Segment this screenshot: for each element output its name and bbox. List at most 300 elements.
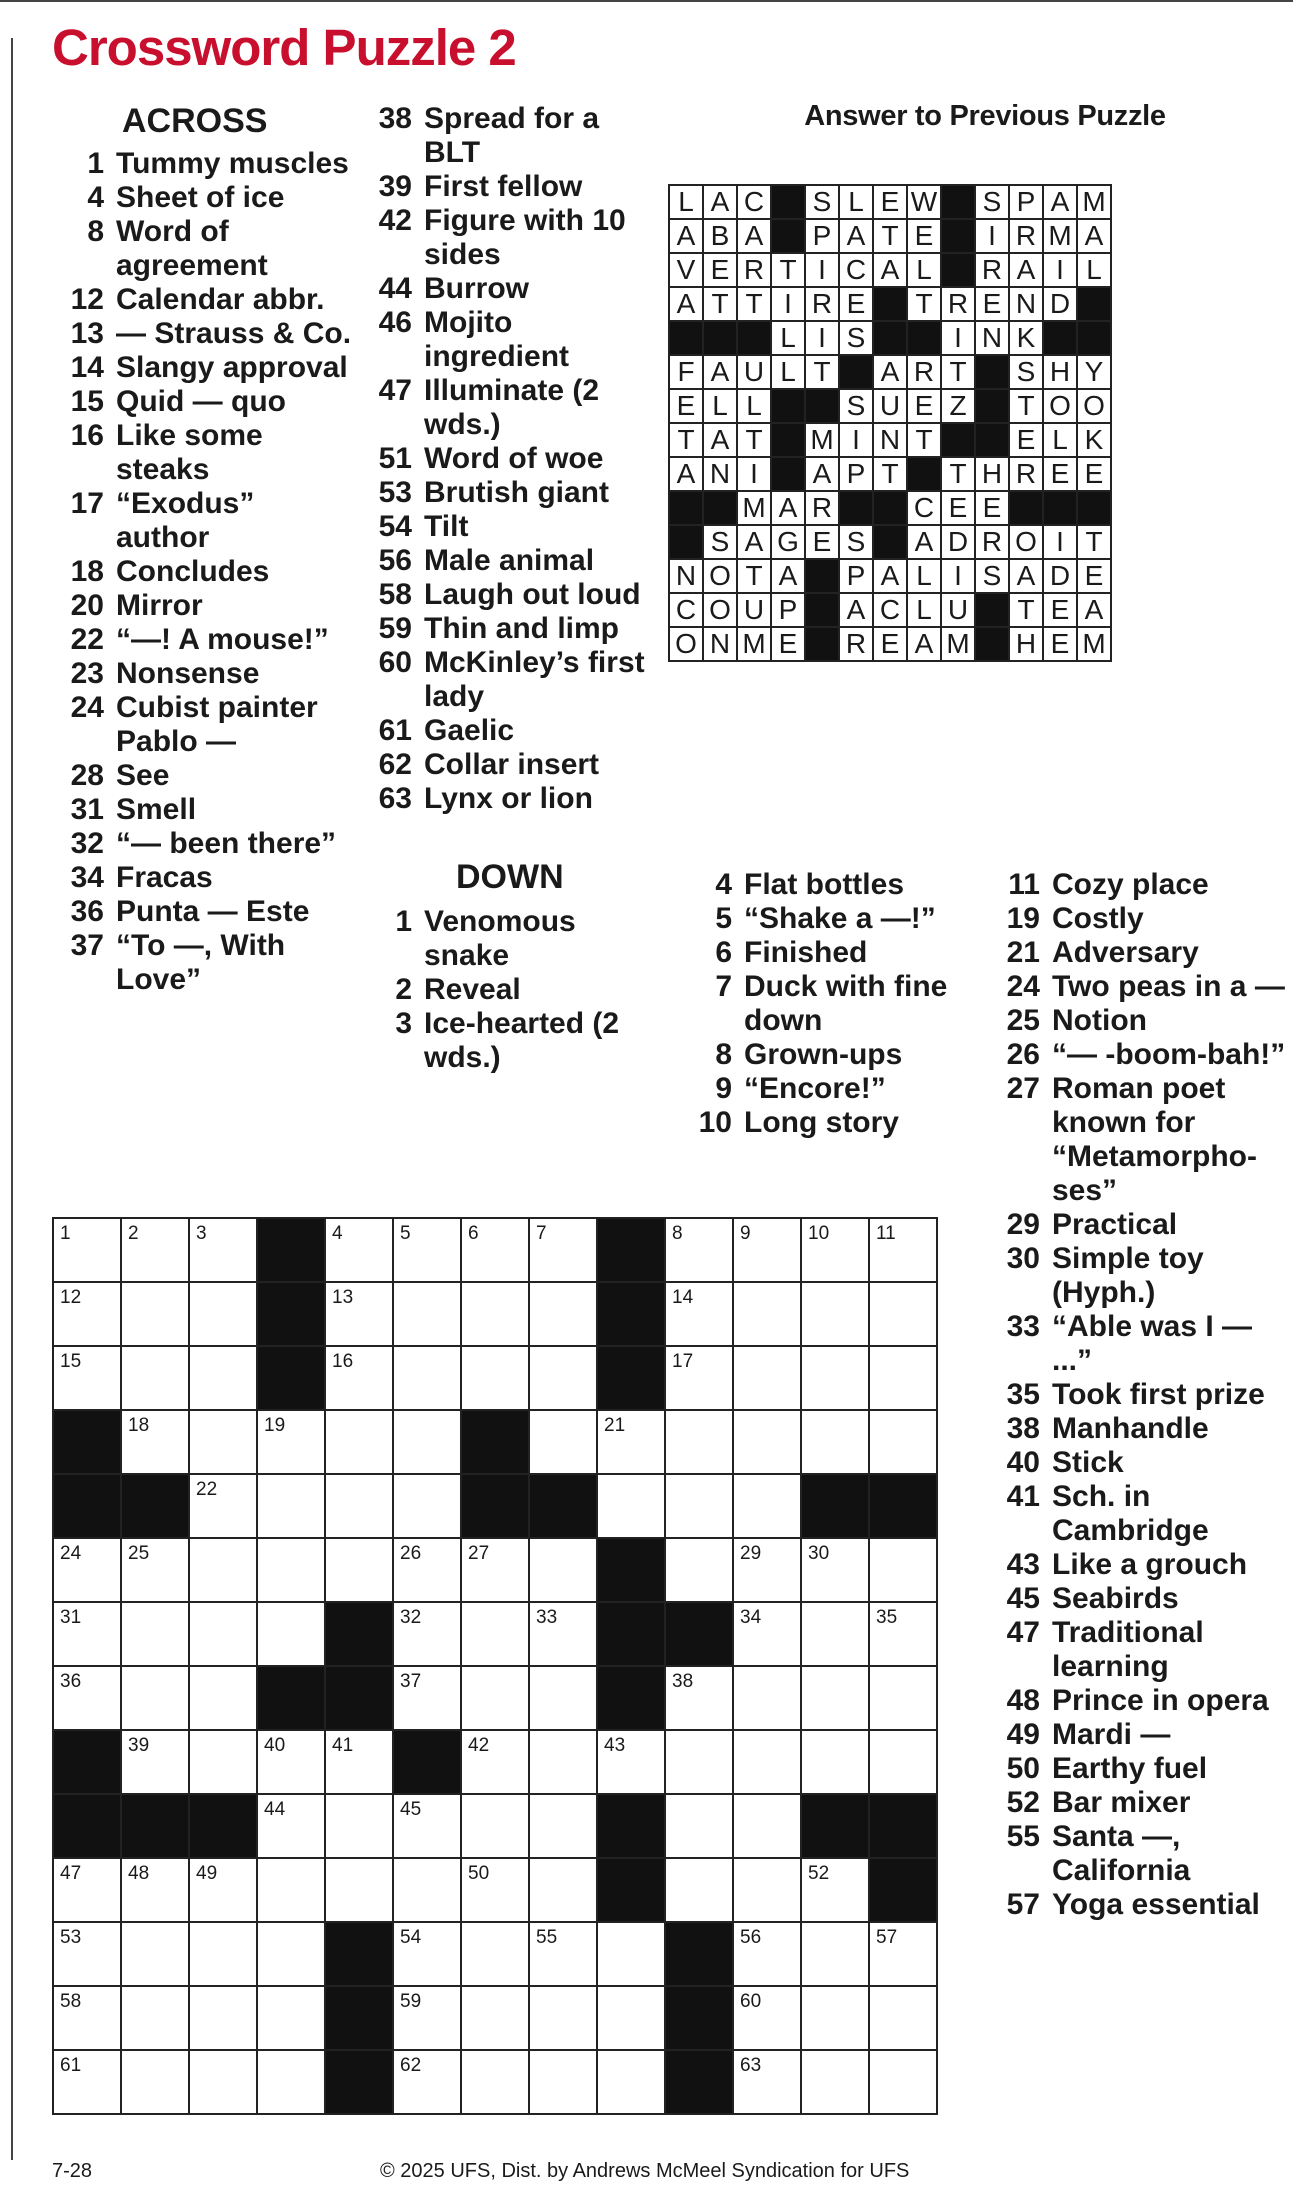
answer-cell: E — [975, 287, 1009, 321]
clue-number: 57 — [1006, 1888, 1040, 1921]
puzzle-cell[interactable] — [121, 1730, 189, 1794]
clue-item — [370, 306, 650, 374]
puzzle-cell[interactable] — [325, 1730, 393, 1794]
puzzle-cell[interactable] — [733, 2050, 801, 2114]
puzzle-cell[interactable] — [597, 1730, 665, 1794]
top-rule — [0, 0, 1293, 2]
clue-item — [998, 1072, 1288, 1208]
clue-text: Grown-ups — [744, 1038, 903, 1071]
puzzle-black-square — [665, 2050, 733, 2114]
answer-cell: N — [703, 457, 737, 491]
clue-number: 56 — [378, 544, 412, 577]
puzzle-cell[interactable] — [393, 1922, 461, 1986]
puzzle-cell[interactable] — [869, 1282, 937, 1346]
cell-number: 59 — [400, 1991, 422, 2012]
clue-item — [998, 1616, 1288, 1684]
clue-text: Earthy fuel — [1052, 1752, 1208, 1785]
puzzle-cell[interactable] — [733, 1474, 801, 1538]
clue-number: 29 — [1006, 1208, 1040, 1241]
puzzle-cell[interactable] — [529, 1538, 597, 1602]
clue-number: 5 — [715, 902, 732, 935]
puzzle-cell[interactable] — [189, 1410, 257, 1474]
clue-item — [998, 1548, 1288, 1582]
puzzle-cell[interactable] — [53, 1922, 121, 1986]
puzzle-cell[interactable] — [325, 1410, 393, 1474]
clue-text: Traditional learning — [1052, 1616, 1204, 1683]
answer-cell: T — [805, 355, 839, 389]
puzzle-cell[interactable] — [393, 1538, 461, 1602]
puzzle-cell[interactable] — [461, 2050, 529, 2114]
puzzle-cell[interactable] — [461, 1218, 529, 1282]
answer-cell: T — [737, 423, 771, 457]
puzzle-cell[interactable] — [121, 1346, 189, 1410]
clue-text: Mirror — [116, 588, 203, 622]
puzzle-cell[interactable] — [529, 1794, 597, 1858]
answer-cell: I — [805, 321, 839, 355]
clue-item — [998, 1582, 1288, 1616]
puzzle-cell[interactable] — [869, 1922, 937, 1986]
clue-item — [370, 782, 650, 816]
clue-item — [690, 902, 990, 936]
puzzle-cell[interactable] — [529, 1602, 597, 1666]
clue-item — [62, 759, 352, 793]
puzzle-black-square — [665, 1986, 733, 2050]
answer-cell: O — [1009, 525, 1043, 559]
cell-number: 13 — [332, 1287, 354, 1308]
puzzle-cell[interactable] — [393, 1410, 461, 1474]
puzzle-cell[interactable] — [597, 1986, 665, 2050]
puzzle-cell[interactable] — [189, 1858, 257, 1922]
clue-text: Cubist painter Pablo — — [116, 690, 318, 758]
answer-black-square — [941, 423, 975, 457]
puzzle-cell[interactable] — [53, 1986, 121, 2050]
puzzle-cell[interactable] — [53, 1602, 121, 1666]
answer-cell: A — [703, 185, 737, 219]
clue-text: Cozy place — [1052, 868, 1209, 901]
puzzle-cell[interactable] — [665, 1410, 733, 1474]
puzzle-cell[interactable] — [121, 1986, 189, 2050]
puzzle-cell[interactable] — [801, 1858, 869, 1922]
clue-text: Like some steaks — [116, 418, 263, 486]
answer-black-square — [771, 389, 805, 423]
clue-text: Illuminate (2 wds.) — [424, 374, 600, 441]
puzzle-cell[interactable] — [461, 1922, 529, 1986]
answer-cell: A — [873, 253, 907, 287]
puzzle-cell[interactable] — [461, 1794, 529, 1858]
answer-black-square — [737, 321, 771, 355]
puzzle-cell[interactable] — [665, 1218, 733, 1282]
clue-text: Took first prize — [1052, 1378, 1265, 1411]
puzzle-cell[interactable] — [801, 1218, 869, 1282]
puzzle-cell[interactable] — [461, 1858, 529, 1922]
clue-item — [62, 317, 352, 351]
clue-number: 62 — [378, 748, 412, 781]
puzzle-cell[interactable] — [801, 1666, 869, 1730]
puzzle-cell[interactable] — [257, 1986, 325, 2050]
puzzle-cell[interactable] — [665, 1346, 733, 1410]
puzzle-cell[interactable] — [325, 1474, 393, 1538]
puzzle-cell[interactable] — [189, 1282, 257, 1346]
puzzle-cell[interactable] — [393, 1474, 461, 1538]
clue-text: Practical — [1052, 1208, 1178, 1241]
puzzle-cell[interactable] — [121, 1410, 189, 1474]
clue-number: 51 — [378, 442, 412, 475]
puzzle-cell[interactable] — [529, 1922, 597, 1986]
answer-cell: P — [839, 559, 873, 593]
clue-text: Fracas — [116, 860, 213, 894]
answer-cell: I — [941, 321, 975, 355]
answer-cell: C — [873, 593, 907, 627]
answer-cell: A — [737, 219, 771, 253]
puzzle-cell[interactable] — [529, 1730, 597, 1794]
clue-text: “—! A mouse!” — [116, 622, 329, 656]
clue-number: 2 — [395, 972, 412, 1006]
answer-black-square — [941, 219, 975, 253]
puzzle-cell[interactable] — [257, 1538, 325, 1602]
answer-cell: N — [975, 321, 1009, 355]
puzzle-cell[interactable] — [733, 1602, 801, 1666]
puzzle-cell[interactable] — [665, 1730, 733, 1794]
puzzle-cell[interactable] — [801, 1346, 869, 1410]
cell-number: 44 — [264, 1799, 286, 1820]
answer-cell: E — [771, 627, 805, 661]
cell-number: 2 — [128, 1223, 139, 1244]
clue-item — [62, 181, 352, 215]
puzzle-cell[interactable] — [393, 2050, 461, 2114]
puzzle-cell[interactable] — [325, 1346, 393, 1410]
answer-cell: L — [771, 321, 805, 355]
puzzle-cell[interactable] — [393, 1666, 461, 1730]
across-clue-list-2 — [370, 102, 650, 816]
cell-number: 36 — [60, 1671, 82, 1692]
answer-black-square — [805, 627, 839, 661]
clue-text: Simple toy (Hyph.) — [1052, 1242, 1204, 1309]
puzzle-cell[interactable] — [121, 2050, 189, 2114]
cell-number: 41 — [332, 1735, 354, 1756]
clue-number: 24 — [1006, 970, 1040, 1003]
left-rule — [11, 38, 13, 2160]
puzzle-cell[interactable] — [597, 1922, 665, 1986]
clue-number: 20 — [70, 588, 104, 622]
puzzle-cell[interactable] — [325, 1282, 393, 1346]
answer-cell: W — [907, 185, 941, 219]
puzzle-cell[interactable] — [53, 1282, 121, 1346]
answer-cell: E — [873, 185, 907, 219]
puzzle-cell[interactable] — [325, 1858, 393, 1922]
clue-item — [62, 487, 352, 555]
puzzle-cell[interactable] — [461, 1282, 529, 1346]
answer-cell: I — [1043, 253, 1077, 287]
clue-number: 38 — [1006, 1412, 1040, 1445]
puzzle-cell[interactable] — [733, 1410, 801, 1474]
answer-black-square — [1009, 491, 1043, 525]
puzzle-cell[interactable] — [461, 1730, 529, 1794]
cell-number: 19 — [264, 1415, 286, 1436]
answer-cell: I — [975, 219, 1009, 253]
puzzle-cell[interactable] — [733, 1666, 801, 1730]
clue-text: Collar insert — [424, 748, 600, 781]
clue-item — [370, 612, 650, 646]
puzzle-cell[interactable] — [393, 1218, 461, 1282]
puzzle-cell[interactable] — [665, 1538, 733, 1602]
puzzle-cell[interactable] — [801, 1410, 869, 1474]
clue-item — [370, 476, 650, 510]
puzzle-cell[interactable] — [801, 1282, 869, 1346]
puzzle-black-square — [597, 1218, 665, 1282]
puzzle-cell[interactable] — [257, 1602, 325, 1666]
clue-text: “Exodus” author — [116, 486, 255, 554]
puzzle-cell[interactable] — [801, 2050, 869, 2114]
answer-cell: S — [839, 389, 873, 423]
clue-number: 4 — [715, 868, 732, 901]
puzzle-cell[interactable] — [257, 1922, 325, 1986]
puzzle-cell[interactable] — [869, 1602, 937, 1666]
puzzle-cell[interactable] — [393, 1794, 461, 1858]
puzzle-cell[interactable] — [597, 1410, 665, 1474]
cell-number: 50 — [468, 1863, 490, 1884]
answer-cell: M — [737, 491, 771, 525]
puzzle-cell[interactable] — [53, 1538, 121, 1602]
puzzle-cell[interactable] — [121, 1538, 189, 1602]
puzzle-cell[interactable] — [665, 1474, 733, 1538]
answer-cell: E — [1077, 457, 1111, 491]
puzzle-cell[interactable] — [53, 1858, 121, 1922]
answer-cell: S — [1009, 355, 1043, 389]
puzzle-cell[interactable] — [121, 1218, 189, 1282]
puzzle-cell[interactable] — [257, 1858, 325, 1922]
puzzle-cell[interactable] — [529, 1410, 597, 1474]
clue-text: Concludes — [116, 554, 270, 588]
clue-item — [62, 589, 352, 623]
answer-cell: L — [1043, 423, 1077, 457]
answer-cell: H — [975, 457, 1009, 491]
puzzle-cell[interactable] — [121, 1282, 189, 1346]
clue-item — [998, 1242, 1288, 1310]
answer-cell: R — [1009, 457, 1043, 491]
puzzle-cell[interactable] — [733, 1986, 801, 2050]
puzzle-cell[interactable] — [189, 1986, 257, 2050]
puzzle-cell[interactable] — [189, 1922, 257, 1986]
cell-number: 7 — [536, 1223, 547, 1244]
answer-cell: A — [907, 627, 941, 661]
puzzle-cell[interactable] — [325, 1794, 393, 1858]
puzzle-cell[interactable] — [189, 1666, 257, 1730]
answer-black-square — [873, 525, 907, 559]
puzzle-cell[interactable] — [869, 1346, 937, 1410]
puzzle-cell[interactable] — [461, 1986, 529, 2050]
puzzle-cell[interactable] — [801, 1922, 869, 1986]
puzzle-cell[interactable] — [461, 1346, 529, 1410]
cell-number: 8 — [672, 1223, 683, 1244]
cell-number: 14 — [672, 1287, 694, 1308]
puzzle-cell[interactable] — [257, 1794, 325, 1858]
puzzle-cell[interactable] — [733, 1218, 801, 1282]
answer-cell: L — [771, 355, 805, 389]
puzzle-cell[interactable] — [529, 1858, 597, 1922]
clue-item — [370, 170, 650, 204]
clue-number: 4 — [87, 180, 104, 214]
clue-number: 33 — [1006, 1310, 1040, 1343]
puzzle-cell[interactable] — [53, 2050, 121, 2114]
puzzle-black-square — [257, 1346, 325, 1410]
puzzle-cell[interactable] — [597, 2050, 665, 2114]
answer-cell: R — [805, 491, 839, 525]
clue-item — [62, 861, 352, 895]
puzzle-cell[interactable] — [461, 1666, 529, 1730]
clue-number: 48 — [1006, 1684, 1040, 1717]
answer-cell: M — [941, 627, 975, 661]
answer-cell: C — [907, 491, 941, 525]
clue-text: Mojito ingredient — [424, 306, 570, 373]
puzzle-cell[interactable] — [257, 1410, 325, 1474]
puzzle-cell[interactable] — [733, 1794, 801, 1858]
puzzle-cell[interactable] — [529, 1346, 597, 1410]
copyright-notice: © 2025 UFS, Dist. by Andrews McMeel Syndication for UFS — [380, 2160, 910, 2182]
puzzle-cell[interactable] — [121, 1666, 189, 1730]
puzzle-cell[interactable] — [257, 2050, 325, 2114]
puzzle-cell[interactable] — [529, 1218, 597, 1282]
puzzle-cell[interactable] — [393, 1986, 461, 2050]
clue-item — [62, 419, 352, 487]
clue-number: 11 — [1008, 868, 1040, 901]
clue-number: 37 — [70, 928, 104, 962]
answer-cell: V — [669, 253, 703, 287]
cell-number: 17 — [672, 1351, 694, 1372]
puzzle-cell[interactable] — [121, 1858, 189, 1922]
puzzle-cell[interactable] — [529, 1282, 597, 1346]
puzzle-cell[interactable] — [189, 1474, 257, 1538]
clue-text: Calendar abbr. — [116, 282, 325, 316]
puzzle-cell[interactable] — [121, 1602, 189, 1666]
answer-black-square — [975, 423, 1009, 457]
puzzle-cell[interactable] — [733, 1282, 801, 1346]
answer-black-square — [805, 559, 839, 593]
puzzle-cell[interactable] — [189, 1218, 257, 1282]
puzzle-cell[interactable] — [733, 1858, 801, 1922]
clue-number: 38 — [378, 102, 412, 135]
puzzle-cell[interactable] — [189, 1538, 257, 1602]
clue-item — [998, 1208, 1288, 1242]
clue-item — [998, 1412, 1288, 1446]
cell-number: 55 — [536, 1927, 558, 1948]
puzzle-cell[interactable] — [869, 1218, 937, 1282]
puzzle-black-square — [869, 1794, 937, 1858]
answer-cell: T — [737, 559, 771, 593]
answer-black-square — [703, 321, 737, 355]
cell-number: 45 — [400, 1799, 422, 1820]
puzzle-cell[interactable] — [597, 1474, 665, 1538]
puzzle-cell[interactable] — [393, 1858, 461, 1922]
puzzle-cell[interactable] — [733, 1538, 801, 1602]
puzzle-cell[interactable] — [801, 1538, 869, 1602]
answer-cell: R — [975, 253, 1009, 287]
puzzle-cell[interactable] — [869, 1410, 937, 1474]
answer-cell: I — [771, 287, 805, 321]
puzzle-cell[interactable] — [121, 1922, 189, 1986]
clue-item — [62, 623, 352, 657]
clue-number: 9 — [715, 1072, 732, 1105]
puzzle-cell[interactable] — [189, 1346, 257, 1410]
puzzle-cell[interactable] — [665, 1666, 733, 1730]
puzzle-cell[interactable] — [189, 1730, 257, 1794]
answer-cell: A — [771, 559, 805, 593]
answer-cell: E — [907, 389, 941, 423]
answer-black-square — [907, 321, 941, 355]
puzzle-cell[interactable] — [665, 1282, 733, 1346]
cell-number: 58 — [60, 1991, 82, 2012]
puzzle-black-square — [665, 1602, 733, 1666]
puzzle-cell[interactable] — [53, 1218, 121, 1282]
clue-text: “Shake a —!” — [744, 902, 936, 935]
answer-black-square — [703, 491, 737, 525]
answer-cell: T — [941, 355, 975, 389]
puzzle-cell[interactable] — [393, 1346, 461, 1410]
answer-cell: N — [873, 423, 907, 457]
down-header: DOWN — [456, 858, 564, 896]
clue-item — [998, 970, 1288, 1004]
puzzle-cell[interactable] — [325, 1218, 393, 1282]
clue-text: Flat bottles — [744, 868, 905, 901]
cell-number: 34 — [740, 1607, 762, 1628]
answer-cell: E — [975, 491, 1009, 525]
clue-text: Punta — Este — [116, 894, 310, 928]
answer-black-square — [805, 593, 839, 627]
puzzle-cell[interactable] — [869, 2050, 937, 2114]
answer-cell: I — [805, 253, 839, 287]
clue-text: Manhandle — [1052, 1412, 1209, 1445]
clue-text: Male animal — [424, 544, 595, 577]
puzzle-cell[interactable] — [53, 1346, 121, 1410]
puzzle-black-square — [597, 1666, 665, 1730]
puzzle-cell[interactable] — [665, 1794, 733, 1858]
puzzle-black-square — [529, 1474, 597, 1538]
clue-item — [998, 1888, 1288, 1922]
answer-cell: L — [669, 185, 703, 219]
puzzle-cell[interactable] — [393, 1602, 461, 1666]
puzzle-cell[interactable] — [665, 1858, 733, 1922]
puzzle-cell[interactable] — [393, 1282, 461, 1346]
puzzle-cell[interactable] — [461, 1538, 529, 1602]
answer-header: Answer to Previous Puzzle — [804, 100, 1166, 132]
clue-number: 63 — [378, 782, 412, 815]
puzzle-cell[interactable] — [529, 2050, 597, 2114]
answer-cell: T — [907, 287, 941, 321]
puzzle-cell[interactable] — [257, 1730, 325, 1794]
puzzle-cell[interactable] — [733, 1730, 801, 1794]
puzzle-cell[interactable] — [461, 1602, 529, 1666]
puzzle-cell[interactable] — [529, 1986, 597, 2050]
clue-item — [370, 510, 650, 544]
puzzle-cell[interactable] — [801, 1730, 869, 1794]
puzzle-cell[interactable] — [257, 1474, 325, 1538]
clue-item — [370, 1007, 650, 1075]
puzzle-cell[interactable] — [801, 1986, 869, 2050]
puzzle-cell[interactable] — [733, 1346, 801, 1410]
puzzle-cell[interactable] — [733, 1922, 801, 1986]
puzzle-cell[interactable] — [325, 1538, 393, 1602]
cell-number: 42 — [468, 1735, 490, 1756]
puzzle-cell[interactable] — [53, 1666, 121, 1730]
puzzle-cell[interactable] — [801, 1602, 869, 1666]
puzzle-cell[interactable] — [189, 2050, 257, 2114]
puzzle-cell[interactable] — [869, 1730, 937, 1794]
puzzle-cell[interactable] — [189, 1602, 257, 1666]
puzzle-cell[interactable] — [869, 1538, 937, 1602]
clue-text: Notion — [1052, 1004, 1147, 1037]
puzzle-cell[interactable] — [529, 1666, 597, 1730]
puzzle-cell[interactable] — [869, 1666, 937, 1730]
puzzle-cell[interactable] — [869, 1986, 937, 2050]
